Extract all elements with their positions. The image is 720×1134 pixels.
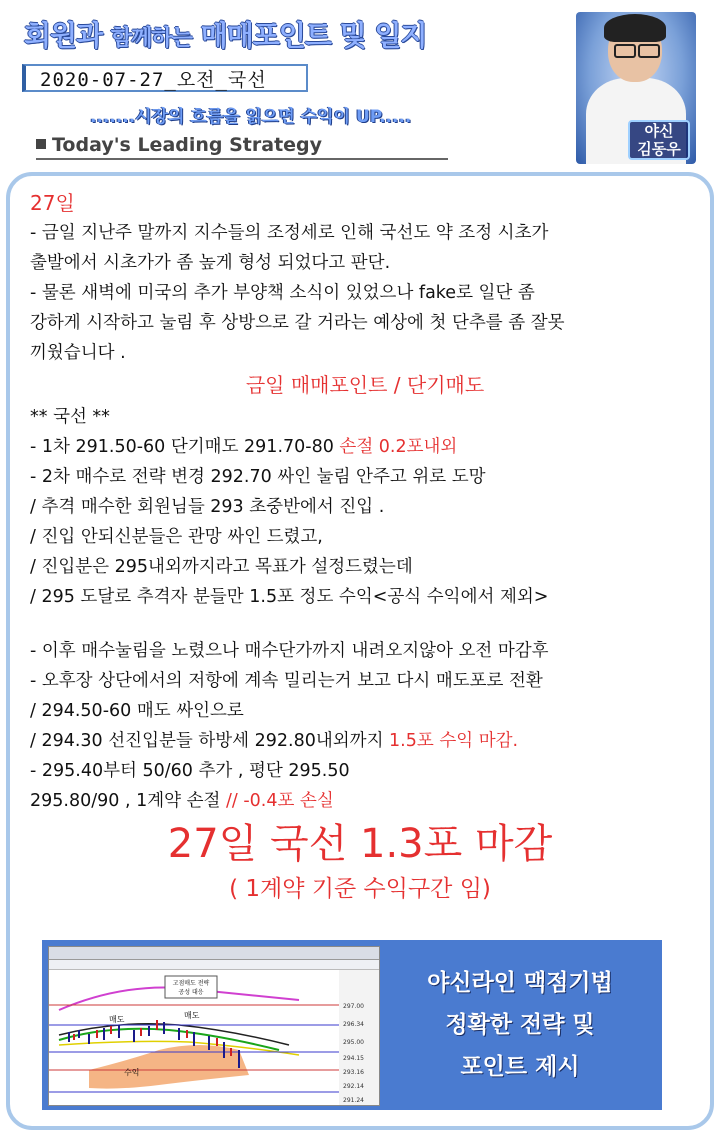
avatar-tag-line2: 김동우 <box>637 140 681 158</box>
para2-line3: 끼웠습니다 . <box>30 343 126 363</box>
price-tick: 291.24 <box>343 1097 364 1104</box>
chart-thumbnail <box>48 946 380 1106</box>
para1-line1: - 금일 지난주 말까지 지수들의 조정세로 인해 국선도 약 조정 시초가 <box>30 223 549 243</box>
price-tick: 292.14 <box>343 1083 364 1090</box>
price-tick: 297.00 <box>343 1003 364 1010</box>
summary-title: 27일 국선 1.3포 마감 <box>167 821 553 867</box>
chart-profit-label: 수익 <box>124 1068 140 1077</box>
after-sub3: - 295.40부터 50/60 추가 , 평단 295.50 <box>30 761 350 781</box>
page-title <box>24 14 427 54</box>
day-label: 27일 <box>30 191 75 215</box>
price-tick: 293.16 <box>343 1069 364 1076</box>
title-part2: 함께하는 <box>110 26 192 51</box>
avatar-hair <box>604 14 666 42</box>
chart-sell-label1: 매도 <box>109 1015 125 1024</box>
chart-sell-label2: 매도 <box>184 1011 200 1020</box>
title-part1: 회원과 <box>24 19 111 52</box>
date-label: 2020-07-27_오전_국선 <box>22 64 308 92</box>
trade2-sub4: / 295 도달로 추격자 분들만 1.5포 정도 수익<공식 수익에서 제외> <box>30 587 549 607</box>
banner-line1: 야신라인 맥점기법 <box>427 970 613 996</box>
point-title: 금일 매매포인트 / 단기매도 <box>245 373 485 397</box>
glasses-icon <box>638 44 660 58</box>
after-line1: - 이후 매수눌림을 노렸으나 매수단가까지 내려오지않아 오전 마감후 <box>30 641 549 661</box>
after-sub4-text: 295.80/90 , 1계약 손절 <box>30 791 226 811</box>
after-sub2-text: / 294.30 선진입분들 하방세 292.80내외까지 <box>30 731 390 751</box>
chart-toolbar-secondary <box>49 960 379 970</box>
journal-body <box>30 188 700 816</box>
after-sub4-loss: // -0.4포 손실 <box>225 791 334 811</box>
trade1 <box>30 432 700 462</box>
title-part3: 매매포인트 및 일지 <box>191 19 427 52</box>
trade1-stoploss: 손절 0.2포내외 <box>339 437 458 457</box>
trade1-text: - 1차 291.50-60 단기매도 291.70-80 <box>30 437 340 457</box>
glasses-icon <box>614 44 636 58</box>
section-label: ** 국선 ** <box>30 407 110 427</box>
chart-box-line1: 고점매도 전략 <box>172 980 210 987</box>
chart-graphic <box>49 970 379 1106</box>
after-sub2 <box>30 726 700 756</box>
trade2-sub2: / 진입 안되신분들은 관망 싸인 드렸고, <box>30 527 323 547</box>
trade2-sub3: / 진입분은 295내외까지라고 목표가 설정드렸는데 <box>30 557 413 577</box>
after-sub1: / 294.50-60 매도 싸인으로 <box>30 701 244 721</box>
chart-box-line2: 공성 대응 <box>178 989 204 996</box>
avatar-tag-line1: 야신 <box>644 122 674 140</box>
para2-line2: 강하게 시작하고 눌림 후 상방으로 갈 거라는 예상에 첫 단추를 좀 잘못 <box>30 313 565 333</box>
price-tick: 296.34 <box>343 1021 364 1028</box>
banner-line2: 정확한 전략 및 <box>445 1012 595 1038</box>
avatar <box>576 12 696 164</box>
trade2-sub1: / 추격 매수한 회원님들 293 초중반에서 진입 . <box>30 497 385 517</box>
banner-line3: 포인트 제시 <box>460 1054 580 1080</box>
summary-note: ( 1계약 기준 수익구간 임) <box>229 876 491 902</box>
para2-line1: - 물론 새벽에 미국의 추가 부양책 소식이 있었으나 fake로 일단 좀 <box>30 283 535 303</box>
price-tick: 294.15 <box>343 1055 364 1062</box>
price-tick: 295.00 <box>343 1039 364 1046</box>
banner-text <box>390 962 650 1088</box>
spacer <box>30 612 700 636</box>
strategy-label: Today's Leading Strategy <box>52 134 323 156</box>
after-sub2-profit: 1.5포 수익 마감. <box>389 731 519 751</box>
avatar-tag <box>628 120 690 160</box>
after-line2: - 오후장 상단에서의 저항에 계속 밀리는거 보고 다시 매도포로 전환 <box>30 671 543 691</box>
square-bullet-icon <box>36 139 46 149</box>
trade2: - 2차 매수로 전략 변경 292.70 싸인 눌림 안주고 위로 도망 <box>30 467 486 487</box>
slogan: .......시장의 흐름을 읽으면 수익이 UP..... <box>90 107 412 127</box>
para1-line2: 출발에서 시초가가 좀 높게 형성 되었다고 판단. <box>30 253 391 273</box>
strategy-heading <box>36 134 448 160</box>
chart-toolbar <box>49 947 379 960</box>
